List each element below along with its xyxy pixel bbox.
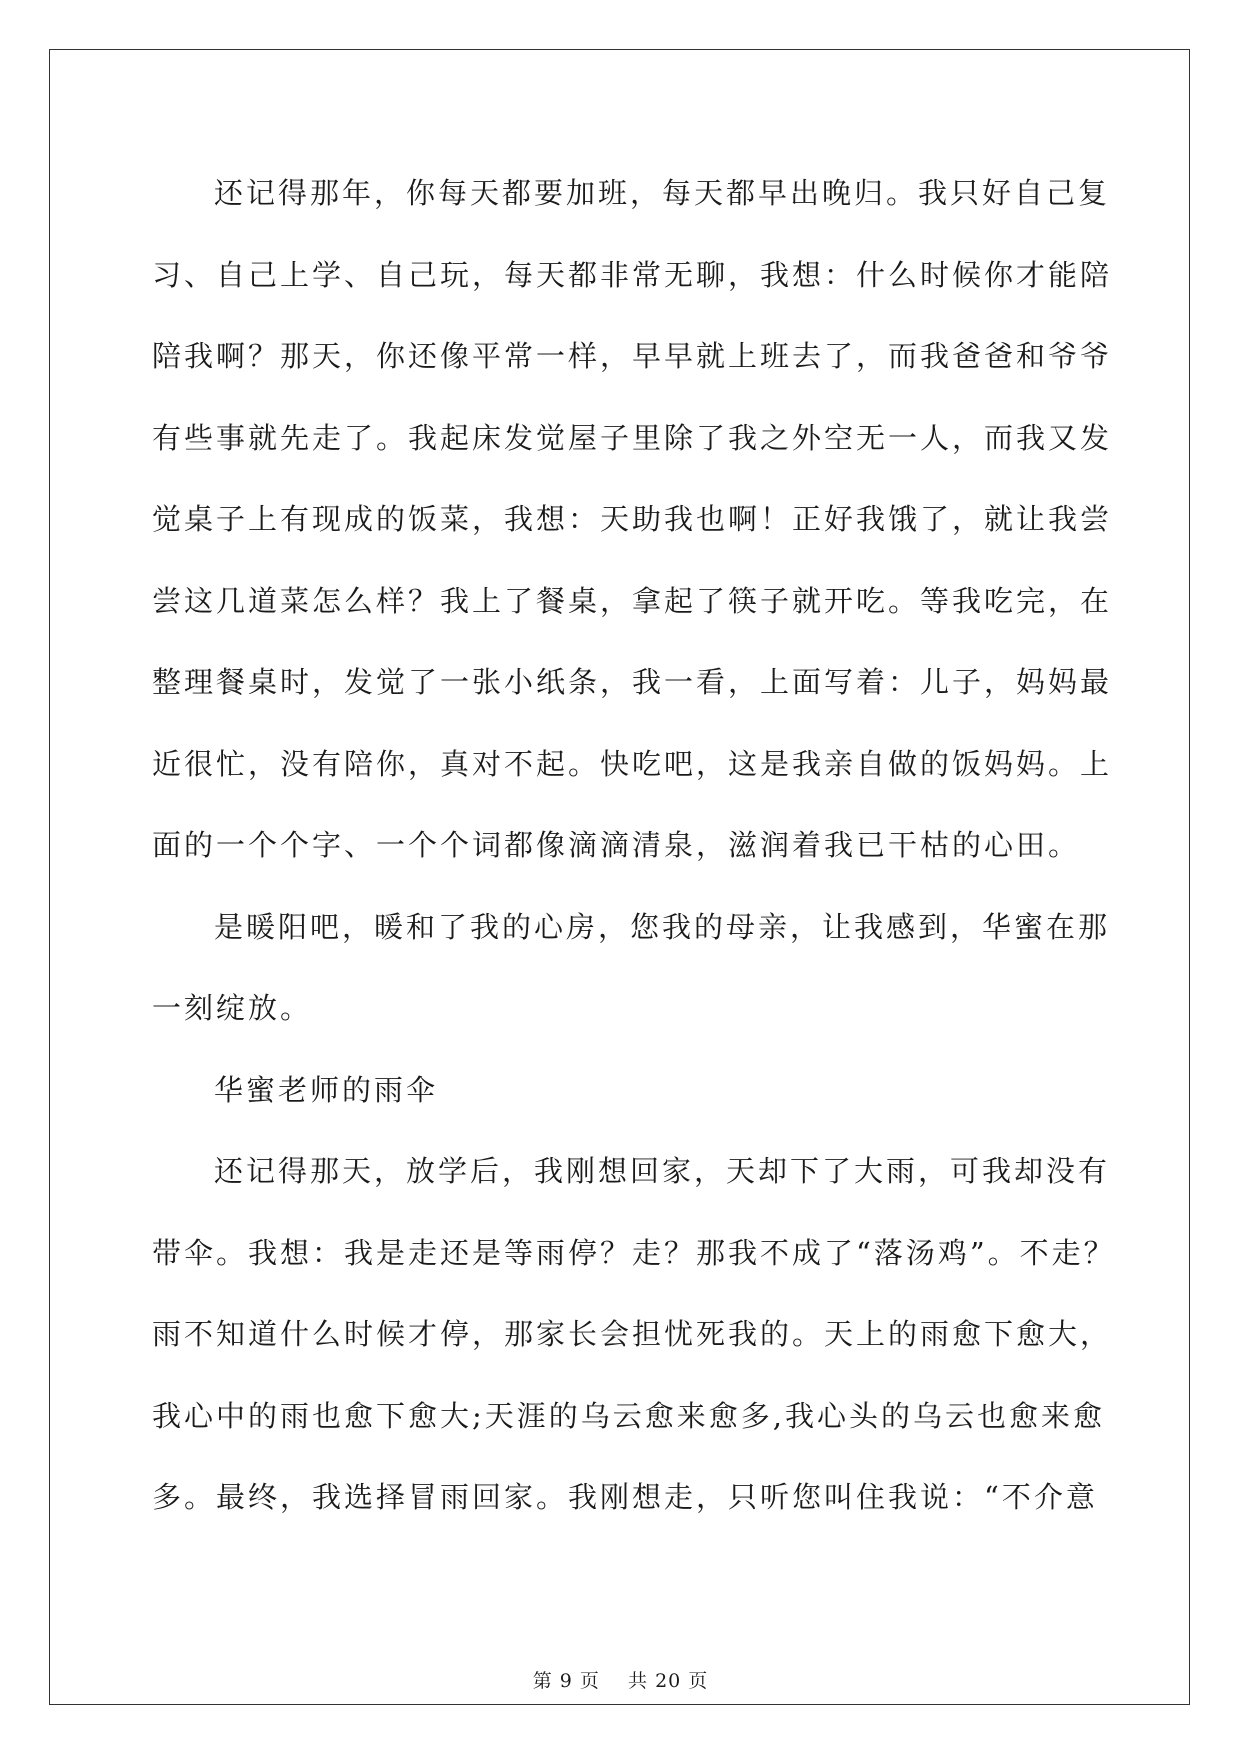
- text-line: 近很忙，没有陪你，真对不起。快吃吧，这是我亲自做的饭妈妈。上: [152, 746, 1113, 781]
- page-footer: [0, 1666, 1241, 1693]
- text-line: 面的一个个字、一个个词都像滴滴清泉，滋润着我已干枯的心田。: [152, 828, 1081, 862]
- text-line: 我心中的雨也愈下愈大;天涯的乌云愈来愈多,我心头的乌云也愈来愈: [152, 1398, 1105, 1433]
- text-line: 有些事就先走了。我起床发觉屋子里除了我之外空无一人，而我又发: [152, 420, 1113, 455]
- text-line: 习、自己上学、自己玩，每天都非常无聊，我想：什么时候你才能陪: [152, 257, 1113, 292]
- document-body: [152, 153, 1116, 1539]
- page-total: 共 20 页: [628, 1670, 709, 1692]
- text-line: 陪我啊？那天，你还像平常一样，早早就上班去了，而我爸爸和爷爷: [152, 339, 1113, 373]
- text-line: 整理餐桌时，发觉了一张小纸条，我一看，上面写着：儿子，妈妈最: [152, 665, 1113, 699]
- paragraph: [152, 1131, 1116, 1539]
- text-line: 尝这几道菜怎么样？我上了餐桌，拿起了筷子就开吃。等我吃完，在: [152, 583, 1113, 618]
- section-heading-text: 华蜜老师的雨伞: [214, 1072, 439, 1107]
- text-line: 觉桌子上有现成的饭菜，我想：天助我也啊！正好我饿了，就让我尝: [152, 502, 1113, 536]
- text-line: 雨不知道什么时候才停，那家长会担忧死我的。天上的雨愈下愈大，: [152, 1317, 1113, 1351]
- text-line: 多。最终，我选择冒雨回家。我刚想走，只听您叫住我说：“不介意: [152, 1480, 1098, 1514]
- paragraph: [152, 153, 1113, 887]
- text-line: 一刻绽放。: [152, 991, 313, 1025]
- section-heading: [152, 1050, 1089, 1132]
- text-line: 是暖阳吧，暖和了我的心房，您我的母亲，让我感到，华蜜在那: [214, 909, 1111, 944]
- page-number: 第 9 页: [532, 1670, 600, 1692]
- text-line: 还记得那天，放学后，我刚想回家，天却下了大雨，可我却没有: [214, 1154, 1111, 1188]
- text-line: 还记得那年，你每天都要加班，每天都早出晚归。我只好自己复: [214, 176, 1111, 210]
- paragraph: [152, 887, 1111, 1050]
- text-line: 带伞。我想：我是走还是等雨停？走？那我不成了“落汤鸡”。不走？: [152, 1235, 1116, 1270]
